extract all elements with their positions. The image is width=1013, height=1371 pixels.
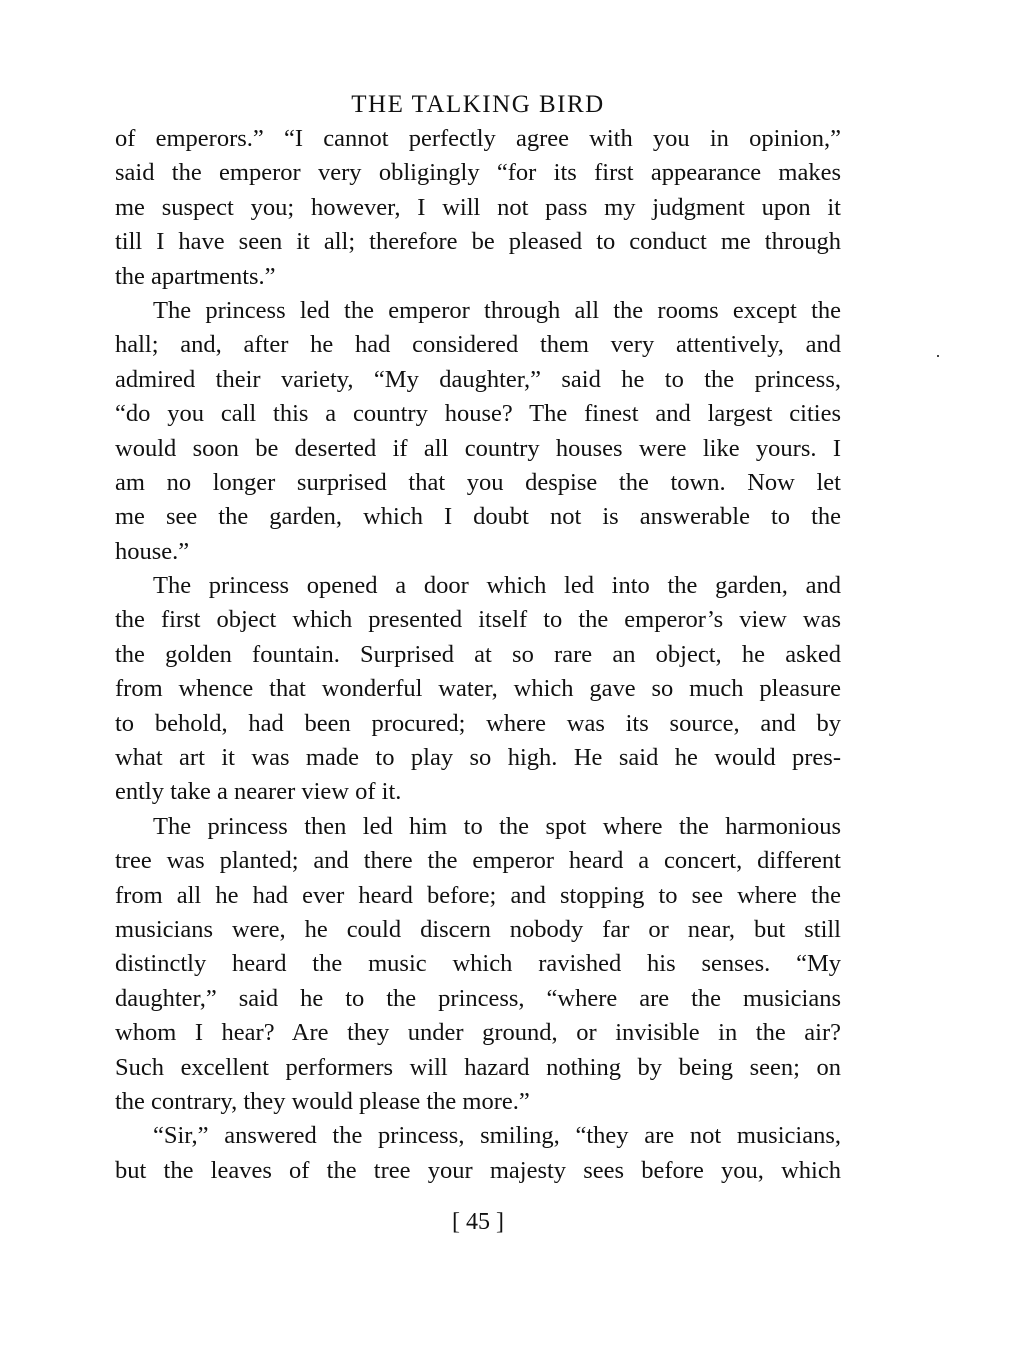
text-line: from whence that wonderful water, which gave so much pleasure: [115, 675, 841, 703]
book-page: [115, 88, 841, 1235]
text-line: said the emperor very obligingly “for its first appearance makes: [115, 159, 841, 187]
text-line: Such excellent performers will hazard nothing by being seen; on: [115, 1053, 841, 1081]
text-line: but the leaves of the tree your majesty sees before you, which: [115, 1156, 841, 1184]
text-line: The princess opened a door which led into the garden, and: [153, 572, 841, 600]
paragraph: [115, 1119, 841, 1188]
text-line: hall; and, after he had considered them very attentively, and: [115, 331, 841, 359]
text-line: the contrary, they would please the more.”: [115, 1087, 530, 1115]
paragraph: [115, 122, 841, 294]
text-line: of emperors.” “I cannot perfectly agree with you in opinion,”: [115, 125, 841, 152]
text-line: the golden fountain. Surprised at so rare an object, he asked: [115, 640, 841, 668]
text-line: what art it was made to play so high. He said he would pres-: [115, 744, 841, 772]
scan-speck: [937, 355, 939, 357]
paragraph: [115, 810, 841, 1120]
paragraph: [115, 294, 841, 569]
text-line: the first object which presented itself to the emperor’s view was: [115, 606, 841, 634]
text-line: am no longer surprised that you despise the town. Now let: [115, 468, 841, 496]
text-line: me see the garden, which I doubt not is answerable to the: [115, 503, 841, 531]
running-head: THE TALKING BIRD: [351, 91, 605, 118]
text-line: me suspect you; however, I will not pass my judgment upon it: [115, 193, 841, 221]
text-line: from all he had ever heard before; and stopping to see where the: [115, 881, 841, 909]
page-number: [ 45 ]: [452, 1209, 504, 1235]
text-line: ently take a nearer view of it.: [115, 778, 402, 806]
text-line: the apartments.”: [115, 262, 276, 290]
text-line: The princess then led him to the spot where the harmonious: [153, 812, 841, 840]
text-line: admired their variety, “My daughter,” said he to the princess,: [115, 365, 841, 393]
text-line: “do you call this a country house? The finest and largest cities: [115, 400, 841, 428]
text-line: “Sir,” answered the princess, smiling, “they are not musicians,: [153, 1122, 841, 1150]
text-line: would soon be deserted if all country houses were like yours. I: [115, 434, 841, 462]
text-line: to behold, had been procured; where was its source, and by: [115, 709, 841, 737]
text-line: musicians were, he could discern nobody far or near, but still: [115, 915, 841, 943]
text-line: house.”: [115, 537, 190, 565]
paragraph: [115, 569, 841, 810]
text-line: till I have seen it all; therefore be pleased to conduct me through: [115, 228, 841, 256]
text-line: whom I hear? Are they under ground, or invisible in the air?: [115, 1019, 841, 1047]
text-line: distinctly heard the music which ravished his senses. “My: [115, 950, 841, 978]
text-line: daughter,” said he to the princess, “where are the musicians: [115, 984, 841, 1012]
text-line: tree was planted; and there the emperor heard a concert, different: [115, 847, 841, 875]
body-text: [115, 122, 841, 1188]
text-line: The princess led the emperor through all the rooms except the: [153, 296, 841, 324]
